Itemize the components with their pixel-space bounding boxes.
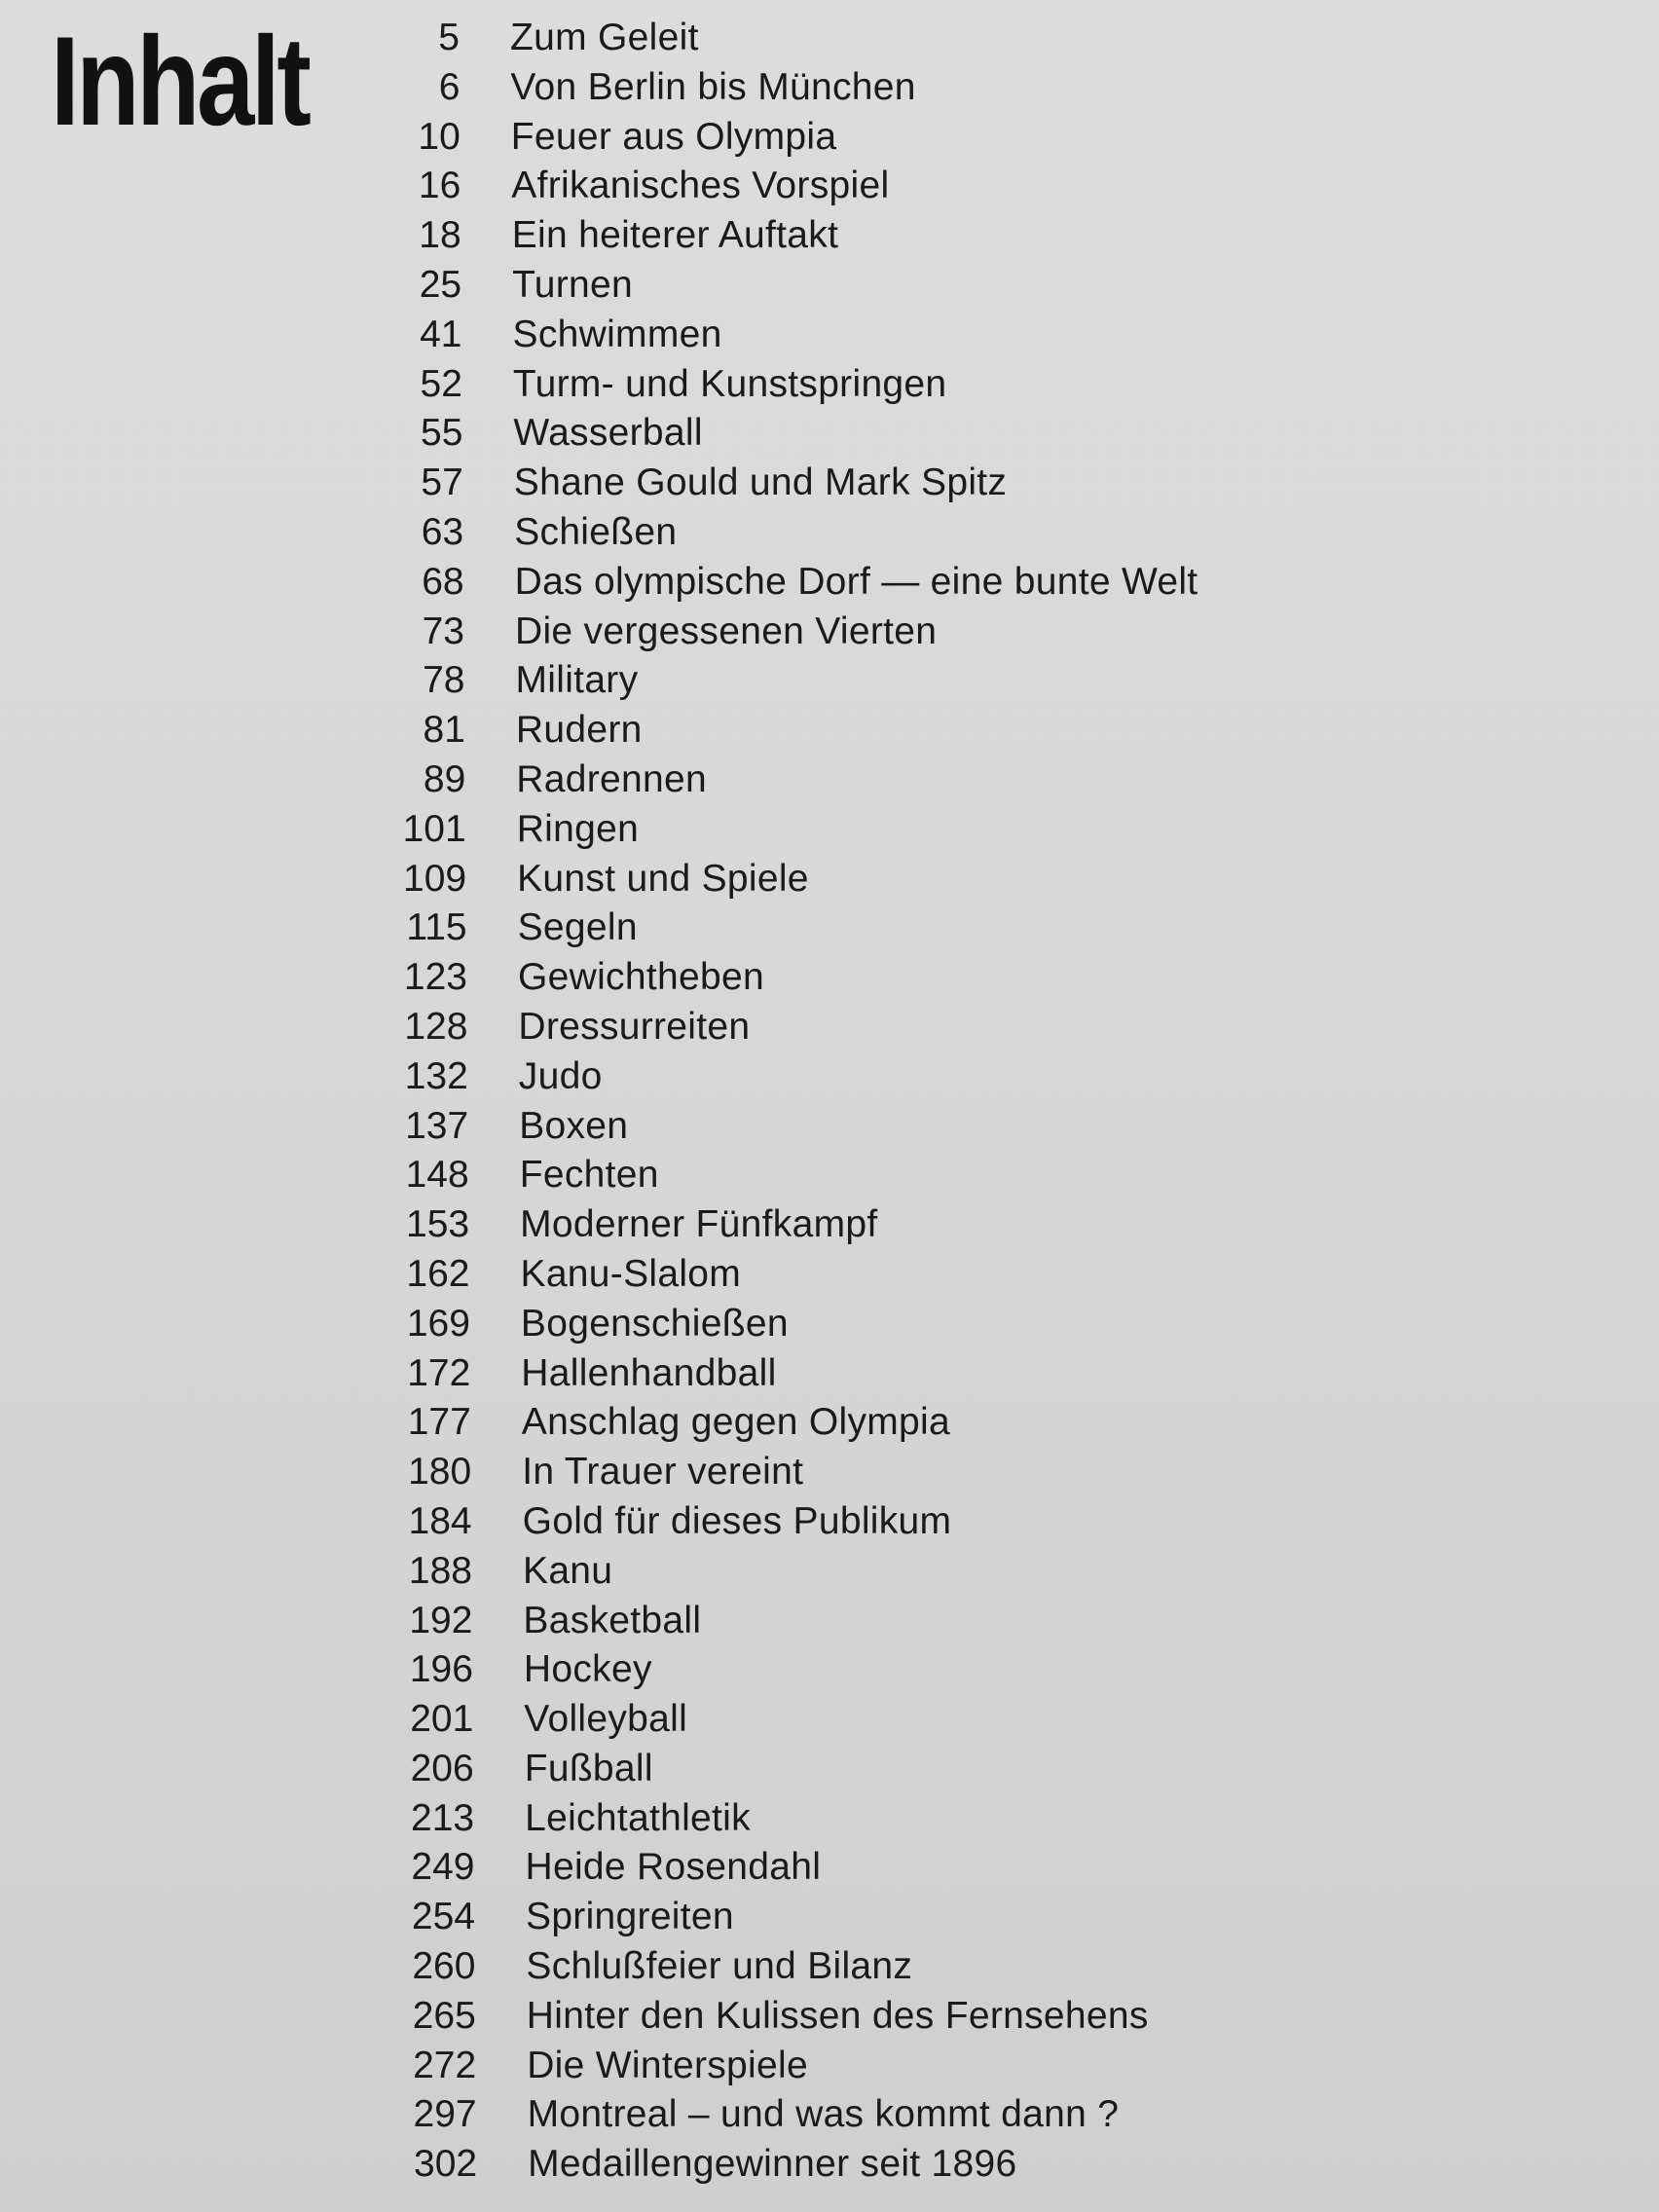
toc-entry-title: Ein heiterer Auftakt [511, 214, 839, 257]
toc-entry-title: Montreal – und was kommt dann ? [527, 2093, 1120, 2136]
toc-entry [16, 1893, 1659, 1942]
toc-page-number: 137 [405, 1104, 469, 1147]
toc-entry-title: Basketball [523, 1599, 702, 1641]
toc-entry-title: Von Berlin bis München [510, 65, 916, 108]
toc-entry-title: Das olympische Dorf — eine bunte Welt [514, 560, 1198, 603]
toc-entry [0, 14, 1659, 63]
toc-entry [8, 903, 1659, 953]
page-heading: Inhalt [51, 10, 309, 152]
toc-entry [17, 1992, 1659, 2042]
toc-entry [7, 805, 1659, 855]
toc-page-number: 63 [421, 510, 464, 553]
toc-page-number: 16 [418, 165, 461, 207]
toc-entry-title: Segeln [517, 906, 638, 949]
toc-entry-title: Fußball [524, 1747, 653, 1789]
toc-entry [11, 1300, 1659, 1349]
toc-page-number: 196 [409, 1648, 473, 1691]
toc-entry-title: Feuer aus Olympia [510, 115, 837, 158]
toc-entry-title: Bogenschießen [520, 1302, 789, 1345]
toc-page-number: 41 [420, 313, 462, 355]
toc-entry-title: Kunst und Spiele [517, 857, 809, 900]
toc-entry [10, 1200, 1659, 1250]
toc-page-number: 201 [410, 1698, 474, 1741]
toc-entry [8, 953, 1659, 1003]
toc-entry [0, 63, 1659, 113]
toc-entry [13, 1547, 1659, 1597]
toc-entry [6, 656, 1659, 706]
toc-entry [16, 1843, 1659, 1893]
toc-entry-title: Kanu [523, 1549, 613, 1592]
toc-entry-title: Schlußfeier und Bilanz [526, 1945, 913, 1988]
toc-page-number: 6 [438, 65, 461, 108]
toc-page-number: 5 [438, 17, 460, 58]
toc-entry-title: Moderner Fünfkampf [520, 1203, 878, 1246]
toc-page-number: 109 [403, 857, 467, 900]
toc-entry [13, 1497, 1659, 1547]
toc-entry [16, 1942, 1659, 1992]
toc-entry [13, 1597, 1659, 1646]
toc-entry-title: Hockey [523, 1648, 652, 1691]
toc-entry-title: Hallenhandball [521, 1351, 777, 1394]
toc-entry-title: Rudern [515, 709, 643, 752]
toc-entry [18, 2090, 1659, 2140]
toc-entry [1, 162, 1659, 211]
toc-entry-title: Ringen [516, 807, 640, 850]
toc-entry [12, 1448, 1659, 1497]
toc-page-number: 73 [422, 609, 464, 652]
toc-page-number: 132 [404, 1054, 468, 1097]
toc-entry-title: Wasserball [513, 412, 703, 455]
toc-entry-title: Schießen [514, 510, 678, 553]
toc-entry [10, 1151, 1659, 1200]
toc-entry [6, 706, 1659, 756]
table-of-contents [0, 10, 1659, 2190]
toc-entry [3, 409, 1659, 459]
toc-entry-title: Radrennen [516, 757, 707, 800]
toc-page-number: 172 [407, 1351, 471, 1394]
toc-page-number: 169 [406, 1302, 470, 1345]
toc-page-number: 249 [411, 1846, 475, 1889]
toc-entry [7, 855, 1659, 904]
toc-page-number: 272 [413, 2044, 477, 2086]
toc-entry-title: Boxen [519, 1104, 629, 1147]
toc-entry [4, 459, 1659, 508]
toc-page-number: 68 [422, 560, 464, 603]
toc-entry [12, 1398, 1659, 1448]
toc-entry-title: Hinter den Kulissen des Fernsehens [526, 1994, 1149, 2037]
toc-entry-title: Medaillengewinner seit 1896 [528, 2143, 1017, 2186]
toc-entry-title: Gold für dieses Publikum [522, 1499, 952, 1542]
toc-entry-title: Dressurreiten [518, 1005, 751, 1048]
toc-entry-title: Gewichtheben [518, 956, 764, 999]
toc-page-number: 213 [411, 1796, 475, 1839]
toc-page-number: 177 [407, 1401, 471, 1444]
toc-page-number: 25 [419, 263, 462, 306]
toc-entry-title: Military [515, 659, 639, 702]
toc-page-number: 52 [420, 362, 462, 405]
toc-page-number: 206 [410, 1747, 474, 1789]
toc-page-number: 260 [412, 1945, 476, 1988]
toc-entry [14, 1695, 1659, 1745]
toc-entry [4, 508, 1659, 558]
toc-page-number: 192 [409, 1599, 473, 1641]
toc-entry [14, 1645, 1659, 1695]
toc-entry-title: In Trauer vereint [522, 1451, 804, 1493]
toc-page-number: 123 [403, 956, 467, 999]
toc-page-number: 115 [406, 906, 467, 949]
toc-entry-title: Judo [518, 1054, 603, 1097]
toc-entry-title: Anschlag gegen Olympia [521, 1401, 951, 1444]
toc-entry-title: Die vergessenen Vierten [515, 609, 938, 652]
toc-entry [2, 261, 1659, 311]
toc-page-number: 78 [423, 659, 465, 702]
toc-entry [3, 360, 1659, 410]
toc-entry [15, 1794, 1659, 1844]
toc-entry-title: Turm- und Kunstspringen [512, 362, 947, 405]
toc-page-number: 128 [404, 1005, 468, 1048]
toc-page-number: 265 [412, 1994, 476, 2037]
toc-page-number: 101 [402, 807, 466, 850]
toc-page-number: 302 [414, 2143, 478, 2186]
toc-page-number: 180 [408, 1451, 472, 1493]
toc-entry [6, 756, 1659, 805]
toc-entry-title: Shane Gould und Mark Spitz [513, 461, 1008, 504]
toc-page-number: 81 [423, 709, 465, 752]
toc-entry [11, 1250, 1659, 1300]
toc-entry [2, 211, 1659, 261]
toc-entry [9, 1052, 1659, 1102]
toc-page-number: 89 [423, 757, 466, 800]
toc-entry-title: Zum Geleit [510, 17, 699, 58]
toc-entry [5, 558, 1659, 608]
toc-page-number: 10 [418, 115, 461, 158]
toc-page-number: 153 [406, 1203, 470, 1246]
toc-entry [3, 311, 1659, 360]
toc-entry-title: Fechten [519, 1154, 659, 1197]
toc-entry [15, 1745, 1659, 1794]
toc-page-number: 184 [408, 1499, 472, 1542]
toc-entry-title: Schwimmen [512, 313, 722, 355]
toc-entry-title: Springreiten [526, 1896, 734, 1938]
toc-page-number: 57 [421, 461, 463, 504]
toc-page-number: 55 [421, 412, 463, 455]
toc-page-number: 297 [413, 2093, 477, 2136]
toc-entry-title: Heide Rosendahl [525, 1846, 822, 1889]
toc-page-number: 148 [405, 1154, 469, 1197]
toc-page-number: 254 [411, 1896, 475, 1938]
toc-entry-title: Leichtathletik [525, 1796, 751, 1839]
toc-entry-title: Kanu-Slalom [520, 1252, 742, 1295]
toc-entry [1, 113, 1659, 163]
toc-entry [17, 2042, 1659, 2091]
toc-page-number: 18 [419, 214, 461, 257]
toc-entry [9, 1102, 1659, 1152]
toc-entry-title: Turnen [512, 263, 634, 306]
toc-entry [8, 1003, 1659, 1052]
toc-page-number: 188 [408, 1549, 472, 1592]
toc-entry-title: Die Winterspiele [527, 2044, 808, 2086]
toc-entry [11, 1349, 1659, 1399]
toc-entry [5, 608, 1659, 657]
toc-entry-title: Volleyball [524, 1698, 688, 1741]
toc-entry-title: Afrikanisches Vorspiel [511, 165, 890, 207]
toc-entry [18, 2140, 1659, 2190]
toc-page-number: 162 [406, 1252, 470, 1295]
